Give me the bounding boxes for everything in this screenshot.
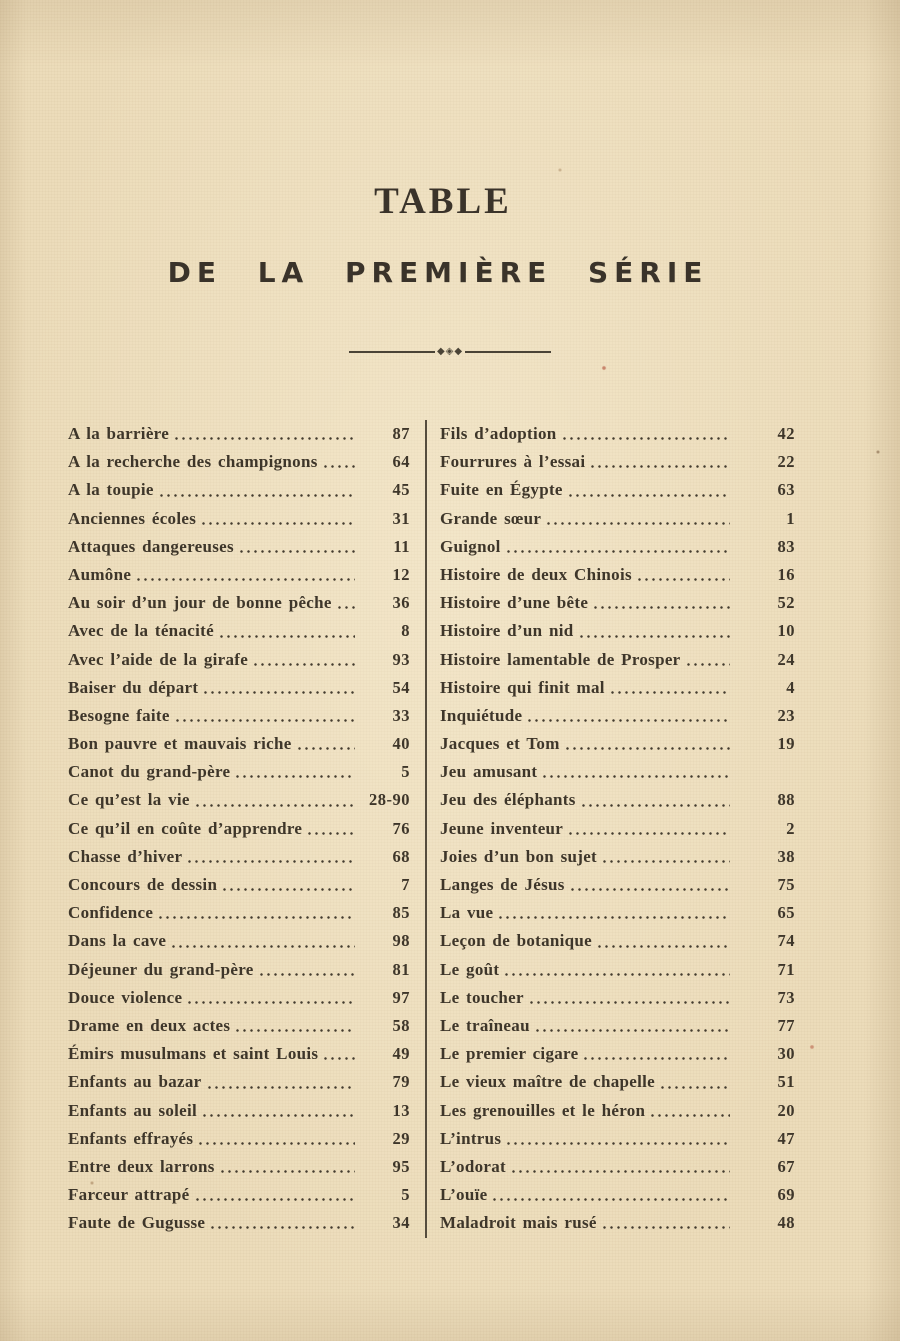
toc-entry <box>440 476 795 504</box>
toc-entry <box>440 730 795 758</box>
toc-entry-page-number: 54 <box>392 677 410 697</box>
toc-entry-title: Concours de dessin <box>68 875 218 894</box>
toc-entry <box>440 843 795 871</box>
toc-entry <box>440 1181 795 1209</box>
toc-entry <box>68 420 410 448</box>
toc-entry-page-number: 45 <box>392 480 410 500</box>
dot-leader <box>505 1125 730 1153</box>
toc-entry-title: Enfants effrayés <box>68 1128 194 1148</box>
toc-entry-title: Anciennes écoles <box>68 508 197 528</box>
dot-leader <box>170 927 355 955</box>
dot-leader <box>569 871 730 899</box>
toc-entry <box>68 786 410 814</box>
toc-entry-page-number: 1 <box>786 508 795 528</box>
toc-entry-title: Avec l’aide de la girafe <box>68 649 249 669</box>
toc-entry <box>440 899 795 927</box>
dot-leader <box>636 561 730 589</box>
toc-entry-title: Histoire de deux Chinois <box>440 564 632 584</box>
dot-leader <box>503 956 730 984</box>
toc-entry-page-number: 29 <box>392 1128 410 1148</box>
toc-entry-page-number: 48 <box>777 1213 795 1233</box>
toc-entry-page-number: 68 <box>392 846 410 866</box>
toc-entry-title: Dans la cave <box>68 931 167 951</box>
toc-entry <box>440 533 795 561</box>
toc-entry-title: Émirs musulmans et saint Louis <box>68 1044 319 1064</box>
toc-entry <box>440 871 795 899</box>
dot-leader <box>589 448 730 476</box>
dot-leader <box>561 420 730 448</box>
toc-entry-title: Chasse d’hiver <box>68 846 183 866</box>
dot-leader <box>649 1097 730 1125</box>
dot-leader <box>322 448 355 476</box>
toc-entry-title: Au soir d’un jour de bonne pêche <box>68 593 332 613</box>
toc-entry-page-number: 65 <box>777 903 795 923</box>
dot-leader <box>578 617 731 645</box>
divider-line-right <box>465 351 551 353</box>
toc-entry <box>68 617 410 645</box>
toc-entry-title: La vue <box>440 903 494 923</box>
toc-entry <box>68 1068 410 1096</box>
dot-leader <box>592 589 730 617</box>
dot-leader <box>336 589 355 617</box>
section-divider <box>0 347 900 357</box>
toc-entry-page-number: 97 <box>392 987 410 1007</box>
dot-leader <box>186 984 355 1012</box>
toc-entry-page-number: 87 <box>392 424 410 443</box>
dot-leader <box>567 476 730 504</box>
toc-entry-title: Aumône <box>68 564 132 584</box>
dot-leader <box>219 1153 355 1181</box>
toc-entry-page-number: 71 <box>777 959 795 979</box>
toc-entry <box>68 476 410 504</box>
toc-column-right <box>440 420 795 1238</box>
toc-entry-title: Inquiétude <box>440 705 523 725</box>
toc-entry <box>440 702 795 730</box>
toc-entry-title: Attaques dangereuses <box>68 536 234 556</box>
toc-entry-title: Ce qu’est la vie <box>68 790 190 810</box>
toc-entry <box>68 758 410 786</box>
dot-leader <box>580 786 730 814</box>
toc-entry-page-number: 63 <box>777 480 795 500</box>
toc-entry-page-number: 67 <box>777 1156 795 1176</box>
toc-entry-page-number: 73 <box>777 987 795 1007</box>
toc-entry-page-number: 52 <box>777 593 795 613</box>
toc-entry-title: Le vieux maître de chapelle <box>440 1072 656 1092</box>
toc-entry-title: Grande sœur <box>440 508 542 528</box>
toc-entry-page-number: 19 <box>777 734 795 754</box>
toc-entry-page-number: 5 <box>401 762 410 782</box>
toc-entry <box>68 1040 410 1068</box>
toc-entry <box>68 899 410 927</box>
toc-entry <box>440 674 795 702</box>
toc-entry-page-number: 2 <box>786 818 795 838</box>
toc-entry-page-number: 36 <box>392 593 410 613</box>
toc-entry-title: Fils d’adoption <box>440 424 557 443</box>
toc-entry-page-number: 33 <box>392 705 410 725</box>
toc-entry-title: Besogne faite <box>68 705 170 725</box>
toc-entry <box>440 1012 795 1040</box>
toc-entry <box>68 927 410 955</box>
toc-entry-title: Le goût <box>440 959 500 979</box>
toc-entry-title: Confidence <box>68 903 154 923</box>
dot-leader <box>194 786 355 814</box>
toc-entry <box>440 758 795 786</box>
toc-entry <box>440 646 795 674</box>
toc-entry-title: Histoire d’une bête <box>440 593 589 613</box>
toc-entry-page-number: 40 <box>392 734 410 754</box>
toc-entry-title: Ce qu’il en coûte d’apprendre <box>68 818 303 838</box>
toc-entry <box>440 1209 795 1237</box>
toc-entry <box>68 646 410 674</box>
toc-entry <box>440 561 795 589</box>
toc-entry <box>68 815 410 843</box>
toc-entry-title: Langes de Jésus <box>440 875 565 894</box>
toc-entry <box>68 956 410 984</box>
toc-entry <box>68 674 410 702</box>
toc-entry-page-number: 79 <box>392 1072 410 1092</box>
page-subtitle: DE LA PREMIÈRE SÉRIE <box>167 256 709 289</box>
toc-entry <box>68 730 410 758</box>
toc-entry-title: Histoire d’un nid <box>440 621 574 641</box>
dot-leader <box>206 1068 356 1096</box>
toc-entry-page-number: 16 <box>777 564 795 584</box>
toc-entry <box>440 956 795 984</box>
dot-leader <box>258 956 355 984</box>
toc-entry-page-number: 69 <box>777 1185 795 1205</box>
toc-entry-title: Fourrures à l’essai <box>440 452 586 472</box>
toc-entry-page-number: 13 <box>392 1100 410 1120</box>
toc-entry <box>440 1153 795 1181</box>
toc-entry-page-number: 85 <box>392 903 410 923</box>
dot-leader <box>596 927 730 955</box>
dot-leader <box>567 815 730 843</box>
toc-entry-page-number: 31 <box>392 508 410 528</box>
dot-leader <box>238 533 355 561</box>
divider-ornament-icon: ◆◈◆ <box>436 346 464 357</box>
toc-entry-page-number: 81 <box>392 959 410 979</box>
toc-entry-page-number: 23 <box>777 705 795 725</box>
toc-entry-title: Maladroit mais rusé <box>440 1213 597 1233</box>
toc-entry-title: A la toupie <box>68 480 154 500</box>
toc-entry-page-number: 49 <box>392 1044 410 1064</box>
toc-entry-title: Drame en deux actes <box>68 1015 231 1035</box>
page-title: TABLE <box>374 181 512 222</box>
toc-entry-title: Entre deux larrons <box>68 1156 215 1176</box>
dot-leader <box>252 646 355 674</box>
toc-entry-page-number: 4 <box>786 677 795 697</box>
toc-entry-title: Canot du grand-père <box>68 762 231 782</box>
divider-line-left <box>349 351 435 353</box>
dot-leader <box>202 674 355 702</box>
dot-leader <box>601 843 730 871</box>
toc-entry-title: Bon pauvre et mauvais riche <box>68 734 292 754</box>
toc-entry <box>68 561 410 589</box>
dot-leader <box>564 730 730 758</box>
toc-entry <box>68 1012 410 1040</box>
dot-leader <box>173 420 355 448</box>
toc-entry <box>68 843 410 871</box>
toc-entry-page-number: 58 <box>392 1015 410 1035</box>
toc-entry-page-number: 77 <box>777 1015 795 1035</box>
toc-entry <box>68 505 410 533</box>
toc-entry <box>440 505 795 533</box>
toc-entry-title: Fuite en Égypte <box>440 480 563 500</box>
dot-leader <box>685 646 730 674</box>
dot-leader <box>526 702 730 730</box>
toc-entry-page-number: 28-90 <box>369 790 410 810</box>
toc-entry-page-number: 51 <box>777 1072 795 1092</box>
toc-entry-page-number: 10 <box>777 621 795 641</box>
toc-entry-page-number: 93 <box>392 649 410 669</box>
dot-leader <box>296 730 355 758</box>
dot-leader <box>197 1125 355 1153</box>
toc-entry-title: Jacques et Tom <box>440 734 560 754</box>
column-divider-rule <box>425 420 427 1238</box>
toc-entry-page-number: 11 <box>393 536 410 556</box>
toc-column-left <box>68 420 410 1238</box>
toc-entry-title: Avec de la ténacité <box>68 621 214 641</box>
dot-leader <box>186 843 355 871</box>
toc-entry <box>440 1068 795 1096</box>
toc-entry <box>68 702 410 730</box>
toc-entry-title: Histoire qui finit mal <box>440 677 605 697</box>
toc-entry <box>440 815 795 843</box>
table-of-contents <box>68 420 795 1238</box>
toc-entry-title: Jeu des éléphants <box>440 790 576 810</box>
toc-entry-title: Jeune inventeur <box>440 818 564 838</box>
toc-entry-title: Douce violence <box>68 987 183 1007</box>
toc-entry-title: L’intrus <box>440 1128 502 1148</box>
toc-entry <box>68 984 410 1012</box>
toc-entry-title: Déjeuner du grand-père <box>68 959 254 979</box>
toc-entry-title: Joies d’un bon sujet <box>440 846 598 866</box>
toc-entry <box>440 1040 795 1068</box>
toc-entry-title: Le traîneau <box>440 1015 530 1035</box>
toc-entry-title: Le premier cigare <box>440 1044 579 1064</box>
toc-entry <box>440 617 795 645</box>
dot-leader <box>234 1012 355 1040</box>
toc-entry-title: Enfants au soleil <box>68 1100 198 1120</box>
toc-entry <box>68 1153 410 1181</box>
toc-entry-page-number: 75 <box>777 875 795 894</box>
toc-entry-title: Les grenouilles et le héron <box>440 1100 646 1120</box>
toc-entry <box>440 1097 795 1125</box>
toc-entry-page-number: 38 <box>777 846 795 866</box>
toc-entry-page-number: 83 <box>777 536 795 556</box>
dot-leader <box>609 674 730 702</box>
toc-entry-title: Jeu amusant <box>440 762 538 782</box>
toc-entry-title: Leçon de botanique <box>440 931 593 951</box>
toc-entry-title: Histoire lamentable de Prosper <box>440 649 681 669</box>
dot-leader <box>545 505 730 533</box>
dot-leader <box>157 899 355 927</box>
dot-leader <box>135 561 355 589</box>
dot-leader <box>541 758 730 786</box>
toc-entry <box>440 786 795 814</box>
toc-entry-title: Faute de Gugusse <box>68 1213 206 1233</box>
toc-entry-page-number: 64 <box>392 452 410 472</box>
dot-leader <box>322 1040 355 1068</box>
toc-entry <box>68 589 410 617</box>
dot-leader <box>174 702 355 730</box>
toc-entry-page-number: 24 <box>777 649 795 669</box>
dot-leader <box>582 1040 730 1068</box>
dot-leader <box>234 758 355 786</box>
toc-entry <box>68 1181 410 1209</box>
toc-entry <box>68 1097 410 1125</box>
toc-entry-title: Baiser du départ <box>68 677 199 697</box>
dot-leader <box>497 899 730 927</box>
toc-entry-page-number: 30 <box>777 1044 795 1064</box>
toc-entry-title: L’odorat <box>440 1156 507 1176</box>
dot-leader <box>510 1153 730 1181</box>
toc-entry <box>68 533 410 561</box>
toc-entry-page-number: 76 <box>392 818 410 838</box>
toc-entry-page-number: 74 <box>777 931 795 951</box>
toc-entry <box>440 448 795 476</box>
dot-leader <box>200 505 355 533</box>
toc-entry-title: L’ouïe <box>440 1185 488 1205</box>
dot-leader <box>659 1068 730 1096</box>
toc-entry <box>440 589 795 617</box>
toc-entry-title: Enfants au bazar <box>68 1072 202 1092</box>
dot-leader <box>218 617 355 645</box>
toc-entry-title: A la barrière <box>68 424 170 443</box>
dot-leader <box>601 1209 730 1237</box>
toc-entry-title: Le toucher <box>440 987 524 1007</box>
toc-entry-page-number: 95 <box>392 1156 410 1176</box>
toc-entry-page-number: 12 <box>392 564 410 584</box>
toc-entry <box>440 1125 795 1153</box>
dot-leader <box>158 476 355 504</box>
toc-entry-page-number: 42 <box>777 424 795 443</box>
dot-leader <box>534 1012 730 1040</box>
toc-entry-page-number: 5 <box>401 1185 410 1205</box>
toc-entry <box>68 871 410 899</box>
toc-entry-page-number: 7 <box>401 875 410 894</box>
toc-entry-title: Farceur attrapé <box>68 1185 190 1205</box>
toc-entry <box>440 927 795 955</box>
toc-entry <box>440 984 795 1012</box>
toc-entry <box>68 1125 410 1153</box>
toc-entry-page-number: 8 <box>401 621 410 641</box>
toc-entry-page-number: 20 <box>777 1100 795 1120</box>
toc-entry <box>68 1209 410 1237</box>
toc-entry-title: A la recherche des champignons <box>68 452 318 472</box>
toc-entry-page-number: 22 <box>777 452 795 472</box>
toc-entry <box>440 420 795 448</box>
dot-leader <box>201 1097 355 1125</box>
dot-leader <box>194 1181 355 1209</box>
dot-leader <box>209 1209 355 1237</box>
toc-entry-page-number: 98 <box>392 931 410 951</box>
toc-entry-title: Guignol <box>440 536 501 556</box>
dot-leader <box>306 815 355 843</box>
toc-entry-page-number: 34 <box>392 1213 410 1233</box>
dot-leader <box>528 984 730 1012</box>
dot-leader <box>491 1181 730 1209</box>
toc-entry-page-number: 88 <box>777 790 795 810</box>
toc-entry-page-number: 47 <box>777 1128 795 1148</box>
dot-leader <box>221 871 355 899</box>
toc-entry <box>68 448 410 476</box>
dot-leader <box>505 533 730 561</box>
